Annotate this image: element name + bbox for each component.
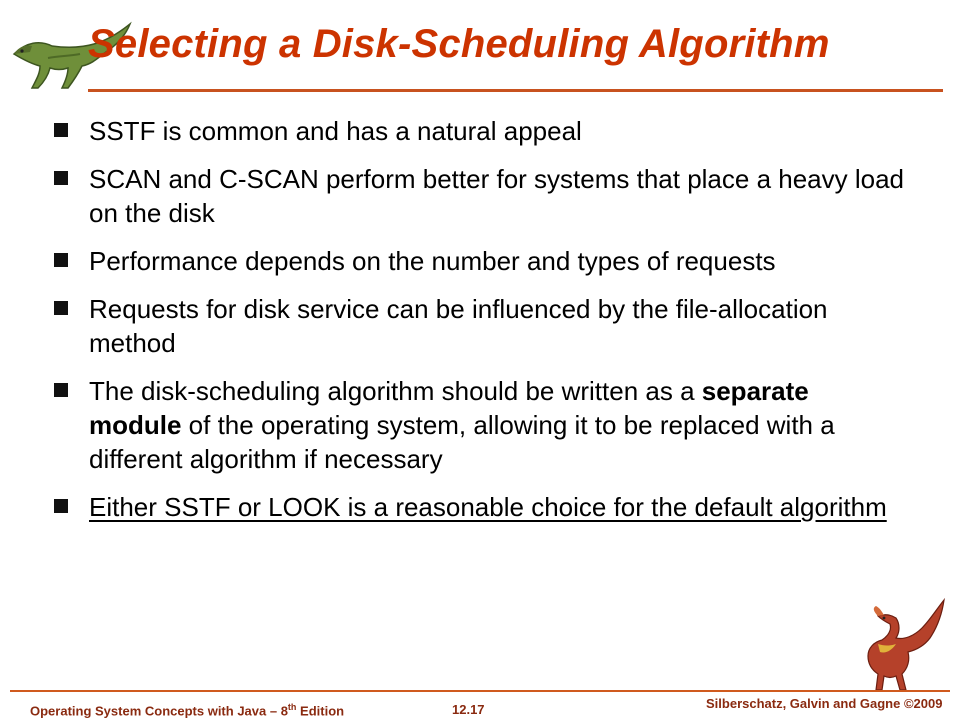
bullet-list (54, 114, 904, 538)
page-number: 12.17 (452, 702, 485, 717)
footer-divider (10, 690, 950, 692)
bullet-square-icon (54, 499, 68, 513)
bullet-square-icon (54, 301, 68, 315)
bullet-square-icon (54, 123, 68, 137)
bullet-square-icon (54, 383, 68, 397)
bullet-text: Requests for disk service can be influenced by the file-allocation method (89, 294, 828, 358)
bullet-bold-text: separate module (89, 376, 809, 440)
list-item (54, 374, 904, 476)
dinosaur-icon (848, 596, 952, 696)
bullet-text: SCAN and C-SCAN perform better for systems that place a heavy load on the disk (89, 164, 905, 228)
bullet-text: Performance depends on the number and types of requests (89, 246, 776, 276)
footer-authors: Silberschatz, Galvin and Gagne ©2009 (706, 696, 943, 711)
title-divider (88, 89, 943, 92)
bullet-text (89, 376, 835, 474)
list-item (54, 490, 904, 524)
bullet-text-after: of the operating system, allowing it to be replaced with a different algorithm if necessary (89, 410, 835, 474)
list-item (54, 292, 904, 360)
footer-edition-superscript: th (287, 702, 297, 712)
bullet-square-icon (54, 171, 68, 185)
bullet-text: Either SSTF or LOOK is a reasonable choice for the default algorithm (89, 492, 887, 522)
footer-course-title (30, 702, 344, 718)
list-item (54, 244, 904, 278)
footer-course-title-text: Operating System Concepts with Java – 8 (30, 703, 288, 719)
bullet-text: SSTF is common and has a natural appeal (89, 116, 582, 146)
list-item (54, 162, 904, 230)
footer-edition-suffix: Edition (296, 703, 345, 719)
bullet-square-icon (54, 253, 68, 267)
list-item (54, 114, 904, 148)
page-title: Selecting a Disk-Scheduling Algorithm (88, 22, 830, 66)
bullet-text-before: The disk-scheduling algorithm should be written as a (89, 376, 702, 406)
